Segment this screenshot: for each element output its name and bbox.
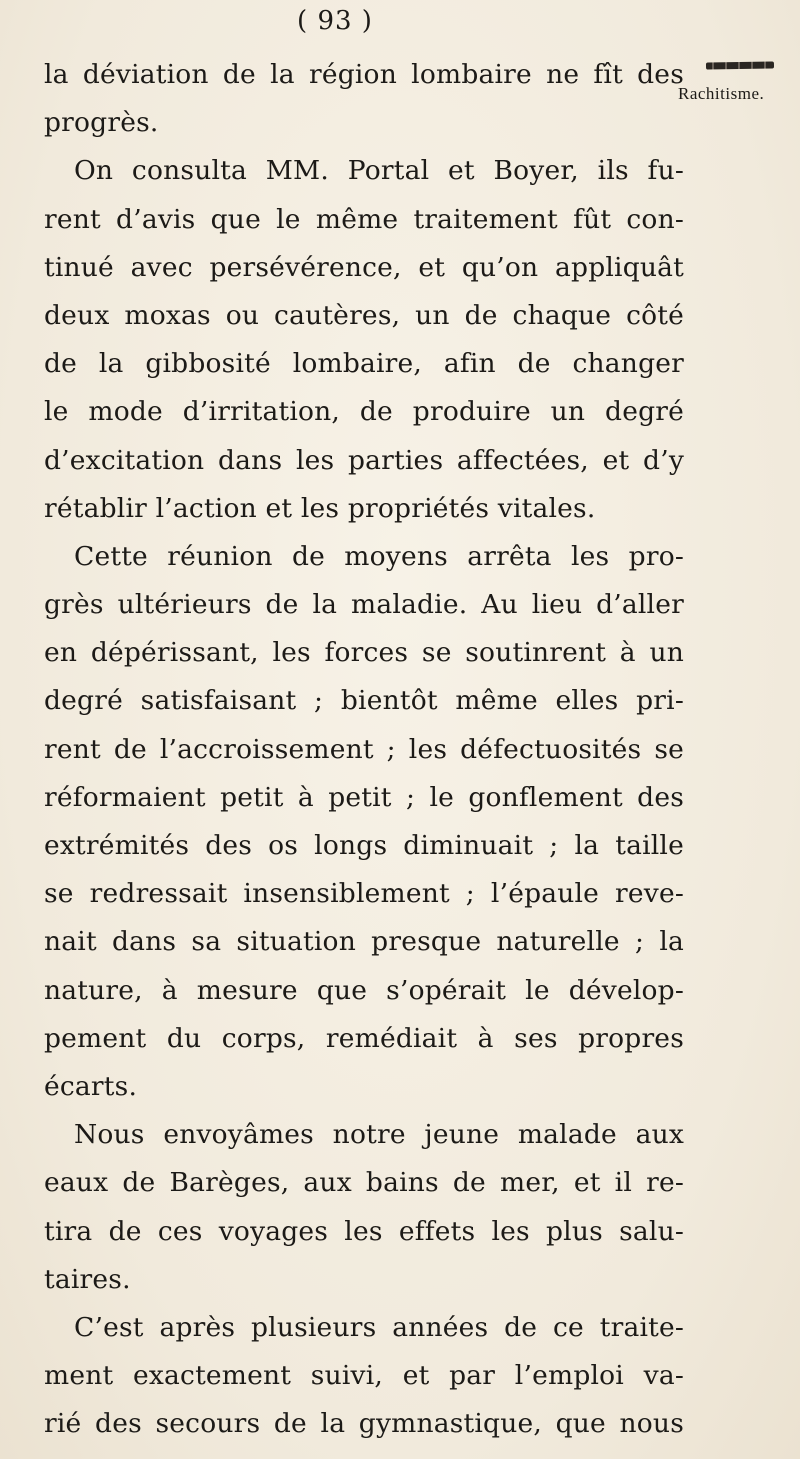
text-line: pement du corps, remédiait à ses propres — [44, 1022, 684, 1054]
text-line: rent d’avis que le même traitement fût con- — [44, 203, 684, 235]
page-number: ( 93 ) — [297, 6, 373, 36]
text-line: ment exactement suivi, et par l’emploi va- — [44, 1360, 684, 1392]
text-line: de la gibbosité lombaire, afin de changer — [44, 348, 684, 380]
text-line: tinué avec persévérence, et qu’on appliquât — [44, 251, 684, 283]
text-line: progrès. — [44, 107, 159, 139]
text-line: deux moxas ou cautères, un de chaque côté — [44, 299, 684, 331]
text-line: rié des secours de la gymnastique, que nous — [44, 1408, 684, 1440]
text-line: taires. — [44, 1263, 131, 1295]
text-line: d’excitation dans les parties affectées, et d’y — [44, 444, 684, 476]
margin-ornament — [706, 61, 774, 69]
text-line: tira de ces voyages les effets les plus salu- — [44, 1215, 684, 1247]
text-line: nature, à mesure que s’opérait le dévelop- — [44, 974, 684, 1006]
text-line: écarts. — [44, 1070, 138, 1102]
text-line: nait dans sa situation presque naturelle ; la — [44, 926, 684, 958]
text-line: degré satisfaisant ; bientôt même elles pri- — [44, 685, 684, 717]
text-line: Nous envoyâmes notre jeune malade aux — [74, 1119, 684, 1151]
text-line: On consulta MM. Portal et Boyer, ils fu- — [74, 155, 684, 187]
text-line: le mode d’irritation, de produire un degré — [44, 396, 684, 428]
text-line: réformaient petit à petit ; le gonflement des — [44, 781, 684, 813]
margin-note: Rachitisme. — [678, 84, 765, 103]
text-line: rétablir l’action et les propriétés vitales. — [44, 492, 596, 524]
text-line: Cette réunion de moyens arrêta les pro- — [74, 540, 684, 572]
text-line: se redressait insensiblement ; l’épaule reve- — [44, 878, 684, 910]
text-line: C’est après plusieurs années de ce traite- — [74, 1311, 684, 1343]
text-line: en dépérissant, les forces se soutinrent à un — [44, 637, 684, 669]
body-text — [44, 51, 684, 1448]
text-line: rent de l’accroissement ; les défectuosités se — [44, 733, 684, 765]
text-line: eaux de Barèges, aux bains de mer, et il re- — [44, 1167, 684, 1199]
text-line: grès ultérieurs de la maladie. Au lieu d’aller — [44, 589, 684, 621]
text-line: extrémités des os longs diminuait ; la taille — [44, 830, 684, 861]
text-line: la déviation de la région lombaire ne fît des — [44, 59, 684, 90]
